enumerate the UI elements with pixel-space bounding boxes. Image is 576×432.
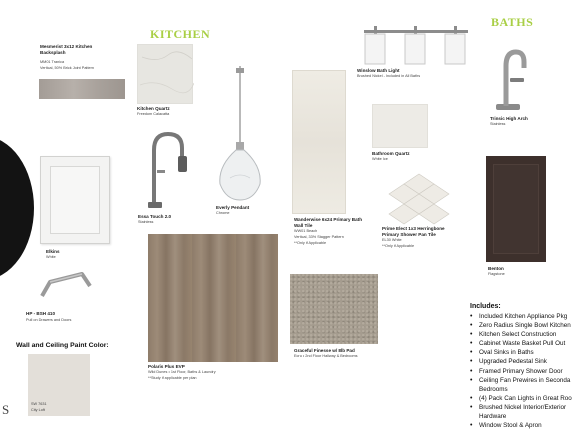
includes-item: • Included Kitchen Appliance Pkg [468,312,576,321]
herringbone-image [384,172,454,226]
bath-quartz-line1: White Ice [372,157,388,161]
bath-faucet-name: Trinsic High Arch [490,116,528,121]
wall-tile-line1: WW01 Beach [294,229,318,233]
vanity-light-image [360,24,472,68]
pendant-line1: Chrome [216,211,230,215]
bath-faucet-line1: Stainless [490,122,506,126]
kitchen-quartz-line1: Freedom Calacatta [137,112,170,116]
pull-name: HP - BSH 410 [26,311,56,316]
herringbone-line1: EL30 White [382,238,402,242]
vanity-light-line1: Brushed Nickel - Included in All Baths [357,74,421,78]
kitchen-faucet-line1: Stainless [138,220,154,224]
cabinet-dark-name: Benton [488,266,504,271]
kitchen-faucet-name: Essa Touch 2.0 [138,214,172,219]
backsplash-line2: Vertical, 50% Brick Joint Pattern [40,66,95,70]
quartz-veins [138,45,194,105]
includes-heading: Includes: [470,303,501,310]
cabinet-white-line1: White [46,255,56,259]
includes-item: • (4) Pack Can Lights in Great Roo [468,394,576,403]
brand-fragment: S [2,402,12,417]
kitchen-quartz-name: Kitchen Quartz [137,106,170,111]
includes-item: • Ceiling Fan Prewires in Seconda [468,376,576,385]
kitchen-quartz-swatch [137,44,193,104]
backsplash-line1: MM01 Tranica [40,60,65,64]
wall-tile-name: Wanderwise 6x24 Primary Bath Wall Tile [294,217,362,228]
cabinet-white-image [40,156,110,244]
backsplash-swatch [39,79,125,99]
includes-item: • Cabinet Waste Basket Pull Out [468,339,576,348]
cabinet-dark-image [486,156,546,262]
wall-tile-line3: **Only if Applicable [294,241,327,245]
includes-item: • Window Stool & Apron [468,421,576,430]
paint-heading: Wall and Ceiling Paint Color: [16,342,109,349]
cabinet-dark-line1: Flagstone [488,272,505,276]
herringbone-name: Prime Elect 1x3 Herringbone Primary Shower Pan Tile [382,226,445,237]
kitchen-heading: KITCHEN [150,27,211,41]
pull-line1: Pull on Drawers and Doors [26,318,72,322]
cabinet-pull-image [38,266,94,306]
includes-item: • Kitchen Select Construction [468,330,576,339]
vanity-light-name: Winslow Bath Light [357,68,400,73]
pendant-image [216,66,264,206]
bath-quartz-swatch [372,104,428,148]
evp-line2: **Study if applicable per plan [148,376,197,380]
carpet-line1: Ecru • 2nd Floor Hallway & Bedrooms [294,354,358,358]
kitchen-faucet-image [140,128,190,212]
carpet-name: Graceful Finesse w/ 8lb Pad [294,348,355,353]
cabinet-white-name: Elkins [46,249,60,254]
bath-quartz-name: Bathroom Quartz [372,151,410,156]
wall-tile-line2: Vertical, 33% Stagger Pattern [294,235,344,239]
brand-circle [0,136,34,280]
paint-name: City Loft [31,408,45,412]
evp-swatch [148,234,278,362]
includes-list [468,312,576,430]
includes-item: Bedrooms [479,385,508,393]
wall-tile-swatch [292,70,346,214]
evp-name: Polaris Plus EVP [148,364,185,369]
includes-item: • Upgraded Pedestal Sink [468,357,576,366]
evp-line1: Wild Dunes • 1st Floor, Baths & Laundry [148,370,216,374]
includes-item: • Oval Sinks in Baths [468,348,576,357]
includes-item: • Zero Radius Single Bowl Kitchen [468,321,576,330]
includes-item: • Framed Primary Shower Door [468,367,576,376]
pendant-name: Everly Pendant [216,205,250,210]
carpet-swatch [290,274,378,344]
herringbone-line2: **Only if Applicable [382,244,415,248]
bath-faucet-image [486,44,530,114]
baths-heading: BATHS [491,15,534,29]
backsplash-name: Mesmerist 3x12 Kitchen Backsplash [40,44,93,55]
includes-item: Hardware [479,413,507,421]
paint-code: SW 7631 [31,402,47,406]
includes-item: • Brushed Nickel Interior/Exterior [468,403,576,412]
